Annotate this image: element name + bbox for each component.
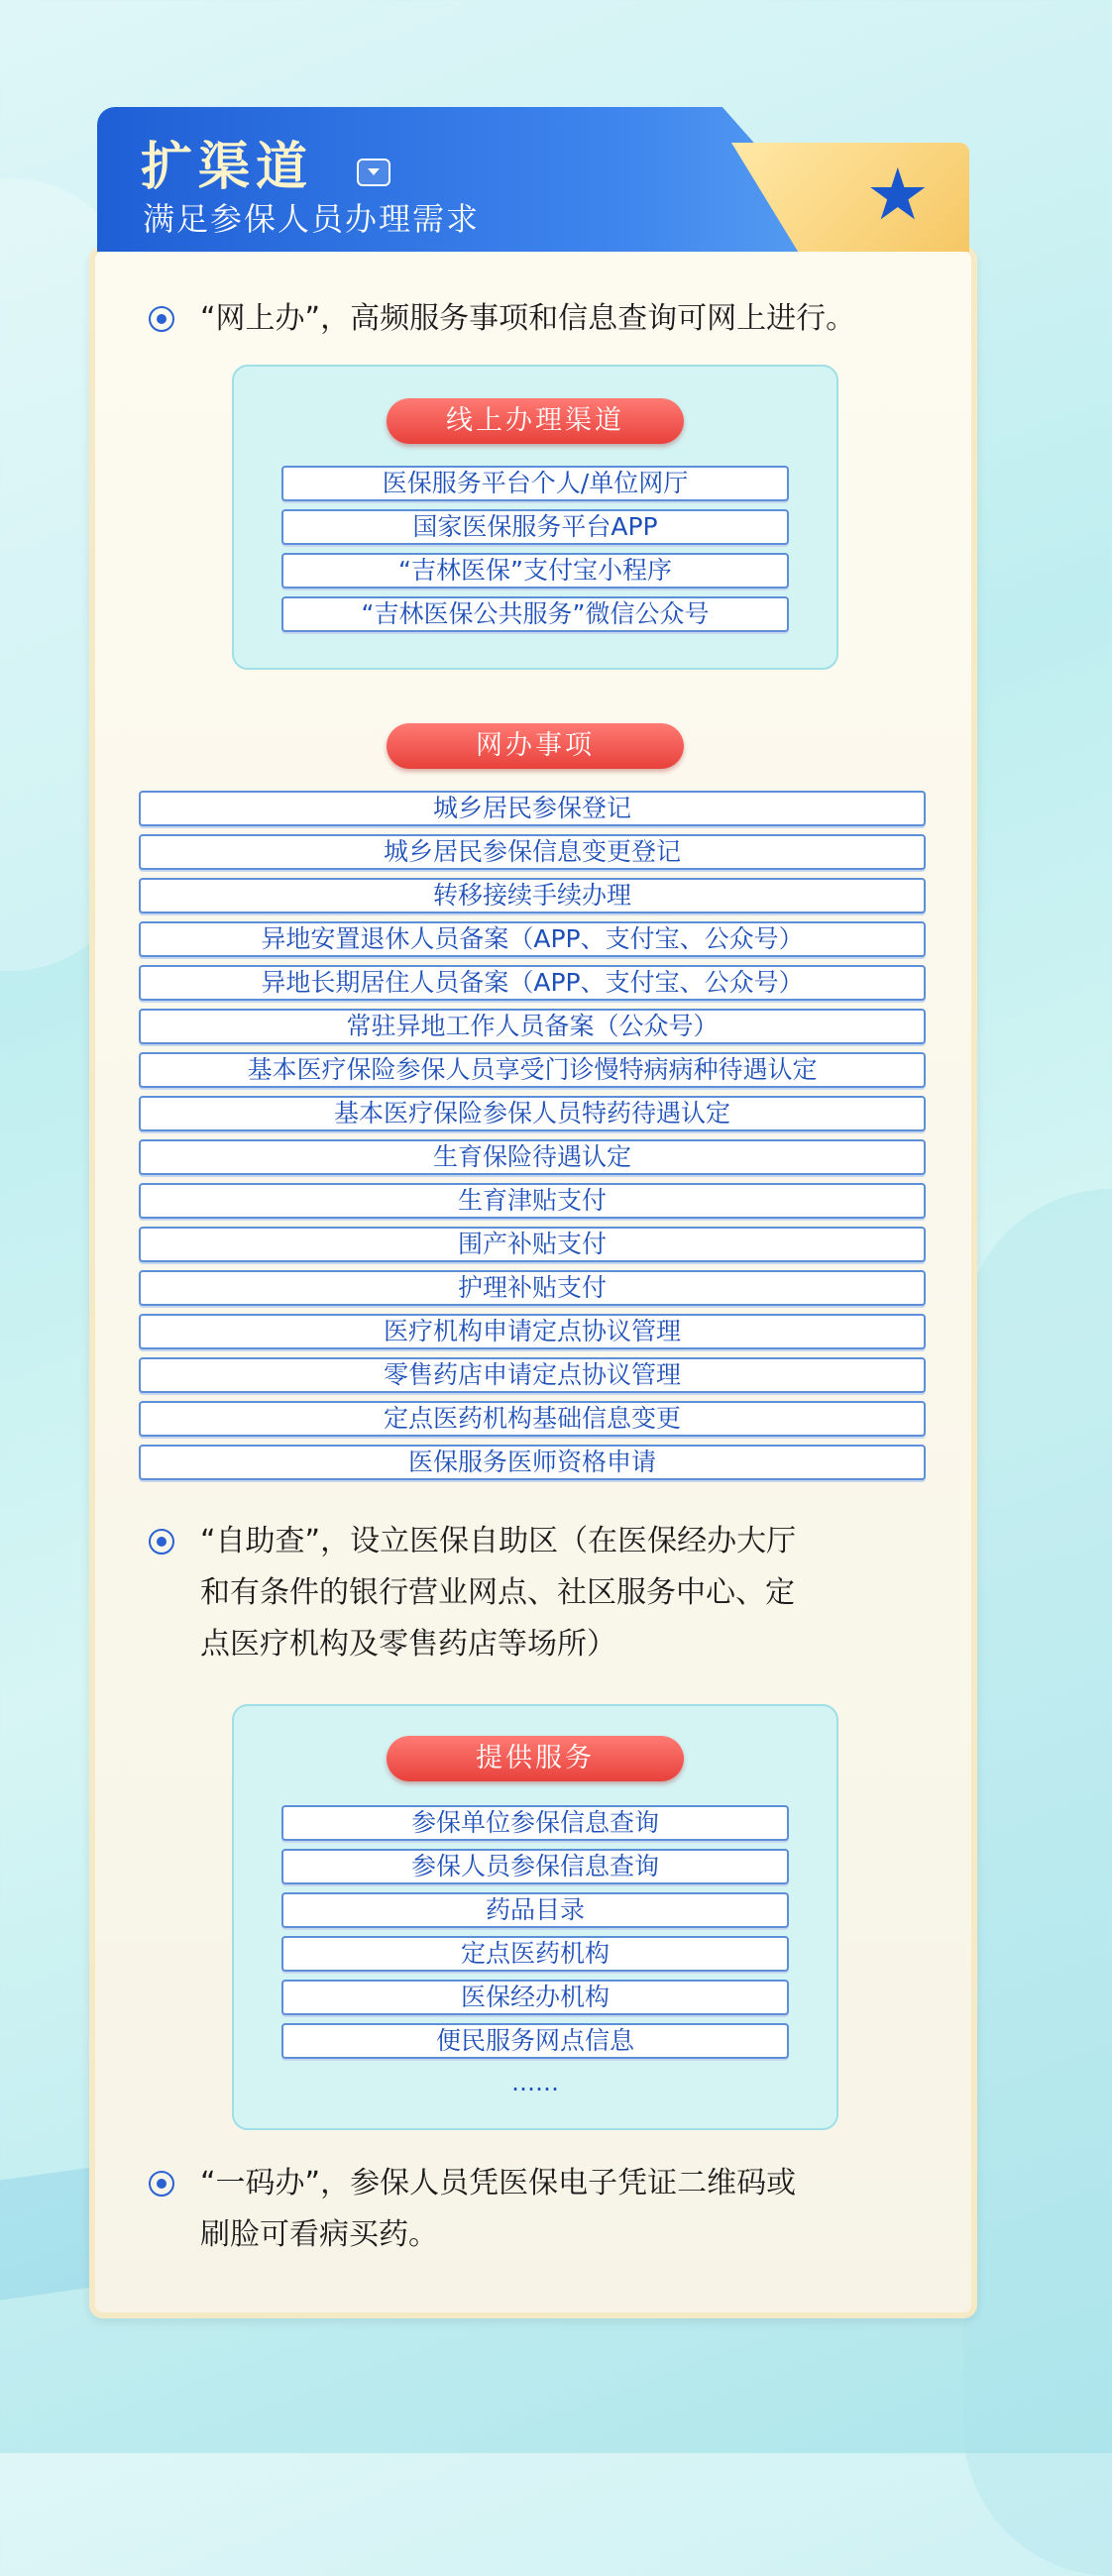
- matter-item[interactable]: 异地长期居住人员备案（APP、支付宝、公众号）: [139, 965, 926, 1001]
- matter-item[interactable]: 医疗机构申请定点协议管理: [139, 1314, 926, 1349]
- bullet-text: 点医疗机构及零售药店等场所）: [200, 1627, 616, 1662]
- dropdown-icon[interactable]: [357, 159, 390, 186]
- services-title: 提供服务: [387, 1736, 684, 1781]
- bullet-qrcode: [149, 2158, 932, 2261]
- bullet-text: “自助查”，设立医保自助区（在医保经办大厅: [200, 1524, 797, 1558]
- services-box: [232, 1704, 838, 2130]
- service-item[interactable]: 参保单位参保信息查询: [281, 1805, 789, 1841]
- matter-item[interactable]: 护理补贴支付: [139, 1270, 926, 1306]
- matter-item[interactable]: 生育津贴支付: [139, 1183, 926, 1219]
- radio-bullet-icon: [149, 2171, 174, 2197]
- matter-item[interactable]: 城乡居民参保登记: [139, 791, 926, 826]
- more-ellipsis: ……: [511, 2069, 559, 2096]
- bullet-text: “网上办”，高频服务事项和信息查询可网上进行。: [200, 301, 856, 336]
- matter-item[interactable]: 异地安置退休人员备案（APP、支付宝、公众号）: [139, 921, 926, 957]
- service-item[interactable]: 医保经办机构: [281, 1980, 789, 2015]
- matter-item[interactable]: 定点医药机构基础信息变更: [139, 1401, 926, 1437]
- bullet-text: 刷脸可看病买药。: [200, 2217, 438, 2252]
- bullet-text: “一码办”，参保人员凭医保电子凭证二维码或: [200, 2166, 797, 2200]
- matter-item[interactable]: 生育保险待遇认定: [139, 1139, 926, 1175]
- header-title: 扩渠道: [141, 138, 314, 197]
- background-swoosh: [963, 1189, 1112, 2576]
- matter-item[interactable]: 基本医疗保险参保人员享受门诊慢特病病种待遇认定: [139, 1052, 926, 1088]
- online-channels-box: [232, 365, 838, 670]
- channel-item[interactable]: “吉林医保公共服务”微信公众号: [281, 596, 789, 632]
- matter-item[interactable]: 常驻异地工作人员备案（公众号）: [139, 1009, 926, 1044]
- online-channels-title: 线上办理渠道: [387, 398, 684, 444]
- matter-item[interactable]: 基本医疗保险参保人员特药待遇认定: [139, 1096, 926, 1131]
- service-item[interactable]: 定点医药机构: [281, 1936, 789, 1972]
- bullet-online: [149, 293, 932, 345]
- channel-item[interactable]: 医保服务平台个人/单位网厅: [281, 466, 789, 501]
- section-header: [97, 107, 969, 252]
- star-icon: ★: [865, 153, 930, 236]
- service-item[interactable]: 参保人员参保信息查询: [281, 1849, 789, 1884]
- matter-item[interactable]: 围产补贴支付: [139, 1227, 926, 1262]
- channel-item[interactable]: “吉林医保”支付宝小程序: [281, 553, 789, 589]
- matter-item[interactable]: 城乡居民参保信息变更登记: [139, 834, 926, 870]
- matter-item[interactable]: 医保服务医师资格申请: [139, 1445, 926, 1480]
- service-item[interactable]: 药品目录: [281, 1892, 789, 1928]
- channel-item[interactable]: 国家医保服务平台APP: [281, 509, 789, 545]
- radio-bullet-icon: [149, 306, 174, 332]
- online-matters-title: 网办事项: [387, 723, 684, 769]
- radio-bullet-icon: [149, 1529, 174, 1555]
- header-subtitle: 满足参保人员办理需求: [143, 200, 481, 238]
- bullet-selfservice: [149, 1516, 932, 1670]
- matter-item[interactable]: 转移接续手续办理: [139, 878, 926, 913]
- service-item[interactable]: 便民服务网点信息: [281, 2023, 789, 2059]
- matter-item[interactable]: 零售药店申请定点协议管理: [139, 1357, 926, 1393]
- bullet-text: 和有条件的银行营业网点、社区服务中心、定: [200, 1575, 795, 1610]
